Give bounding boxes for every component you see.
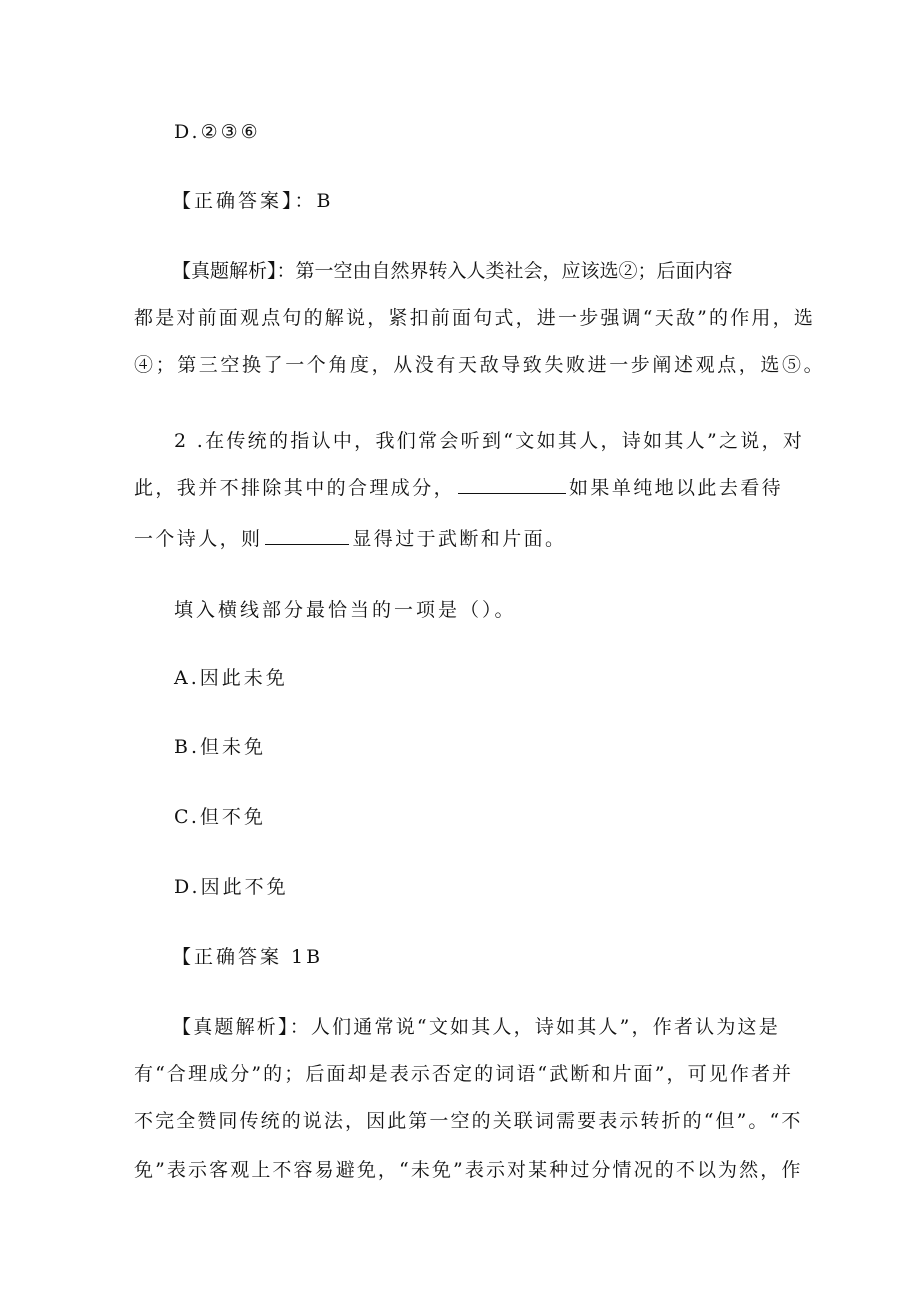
- q2-option-b: B.但未免: [174, 736, 267, 758]
- q1-option-d: D.②③⑥: [174, 121, 261, 143]
- q1-analysis-line-2: 都是对前面观点句的解说，紧扣前面句式，进一步强调“天敌”的作用，选: [134, 307, 816, 329]
- q2-analysis-line-4: 免”表示客观上不容易避免，“未免”表示对某种过分情况的不以为然，作: [134, 1159, 803, 1181]
- q2-answer: 【正确答案 1B: [172, 946, 324, 968]
- q2-analysis-line-2: 有“合理成分”的；后面却是表示否定的词语“武断和片面”，可见作者并: [134, 1063, 794, 1085]
- q2-prompt: 填入横线部分最恰当的一项是（）。: [174, 599, 517, 621]
- q2-option-a: A.因此未免: [174, 667, 288, 689]
- q2-stem-text-2a: 此，我并不排除其中的合理成分，: [134, 477, 456, 499]
- q2-analysis-line-3: 不完全赞同传统的说法，因此第一空的关联词需要表示转折的“但”。“不: [134, 1110, 803, 1132]
- fill-blank-2: [265, 527, 349, 545]
- q1-analysis-line-3: ④；第三空换了一个角度，从没有天敌导致失败进一步阐述观点，选⑤。: [134, 354, 826, 376]
- q2-option-c: C.但不免: [174, 806, 266, 828]
- q2-option-d: D.因此不免: [174, 876, 289, 898]
- fill-blank-1: [458, 476, 566, 494]
- q2-stem-line-3: [134, 527, 566, 551]
- q1-answer: 【正确答案】：B: [172, 190, 334, 212]
- q2-stem-text-3a: 一个诗人，则: [134, 528, 263, 550]
- q2-stem-text-2b: 如果单纯地以此去看待: [569, 477, 784, 499]
- q2-stem-text-3b: 显得过于武断和片面。: [352, 528, 567, 550]
- q2-analysis-line-1: 【真题解析】：人们通常说“文如其人，诗如其人”，作者认为这是: [172, 1016, 780, 1038]
- q1-analysis-line-1: [172, 259, 786, 283]
- q1-analysis-text-1: 【真题解析】：第一空由自然界转入人类社会，应该选②；后面内容: [172, 260, 733, 282]
- q2-stem-line-1: 2 .在传统的指认中，我们常会听到“文如其人，诗如其人”之说，对: [174, 430, 805, 452]
- q2-stem-line-2: [134, 476, 783, 500]
